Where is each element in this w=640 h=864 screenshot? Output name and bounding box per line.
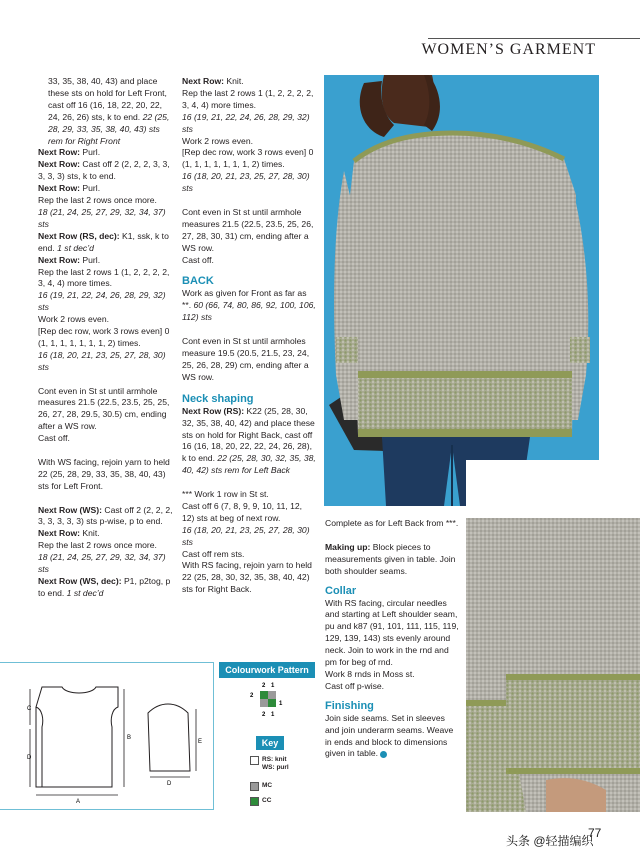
instruction-text: With WS facing, rejoin yarn to held 22 (25, 28, 29, 33, 35, 38, 40, 43) sts for Left Front.: [38, 456, 170, 491]
key-label: MC: [262, 782, 273, 789]
colourwork-pattern-title: Colourwork Pattern: [219, 662, 315, 678]
stitch-count: 18 (21, 24, 25, 27, 29, 32, 34, 37) sts: [38, 552, 166, 575]
stitch-count: 18 (21, 24, 25, 27, 29, 32, 34, 37) sts: [38, 206, 166, 229]
dimension-label-d: D: [27, 755, 32, 761]
chart-cell: [268, 691, 276, 699]
chart-cell: [260, 691, 268, 699]
chart-row-label: 1: [279, 701, 283, 707]
chart-cell: [260, 699, 268, 707]
instruction-text: Work as given for Front as far as **.: [182, 288, 307, 311]
row-label: Next Row (RS, dec):: [38, 230, 120, 241]
stitch-count: 1 st dec’d: [66, 587, 104, 598]
instruction-text: Complete as for Left Back from ***.: [325, 518, 459, 528]
row-label: Next Row:: [182, 76, 225, 86]
section-heading-neck-shaping: Neck shaping: [182, 392, 254, 405]
instruction-text: Cast off p-wise.: [325, 680, 385, 691]
chart-col-label: 1: [271, 683, 275, 689]
row-instruction: K1, ssk, k to end.: [38, 230, 169, 253]
white-swatch-icon: [250, 756, 259, 765]
stitch-count: 16 (18, 20, 21, 23, 25, 27, 28, 30) sts: [38, 349, 166, 372]
chart-col-label: 2: [262, 683, 266, 689]
pattern-column-3: [325, 518, 459, 818]
row-instruction: K22 (25, 28, 30, 32, 35, 38, 40, 42) and place these sts on hold for Right Back, cast off 16 (16, 18, 20, 22, 22, 24, 26, 28), k to end.: [182, 405, 315, 464]
row-instruction: Work 2 rows even.: [38, 314, 110, 325]
dimension-label-c: C: [27, 706, 32, 712]
row-label: Next Row:: [38, 528, 81, 539]
row-instruction: Rep the last 2 rows 1 (1, 2, 2, 2, 2, 3, 4, 4) more times.: [38, 266, 170, 289]
key-item-knit-purl: [250, 756, 289, 771]
row-label: Next Row:: [38, 159, 81, 170]
row-label: Next Row (RS):: [182, 405, 245, 416]
section-title: WOMEN’S GARMENT: [421, 41, 596, 58]
stitch-count: 16 (18, 20, 21, 23, 25, 27, 28, 30) sts: [182, 171, 310, 194]
row-label: Next Row (WS, dec):: [38, 576, 122, 587]
key-label: CC: [262, 797, 272, 804]
row-instruction: Work 2 rows even.: [182, 135, 254, 146]
row-label: Next Row:: [38, 254, 81, 265]
stitch-count: 1 st dec’d: [57, 242, 94, 253]
dimension-label-b: B: [127, 735, 132, 741]
stitch-count: 22 (25, 28, 30, 32, 35, 38, 40, 42) sts rem for Left Back: [182, 453, 316, 476]
row-instruction: Cast off 2 (2, 2, 2, 3, 3, 3, 3, 3) sts p-wise, p to end.: [38, 504, 173, 527]
instruction-text: Cast off rem sts.: [182, 548, 245, 559]
instruction-text: Cast off 6 (7, 8, 9, 9, 10, 11, 12, 12) sts at beg of next row.: [182, 500, 303, 523]
instruction-text: Block pieces to measurements given in table. Join both shoulder seams.: [325, 541, 456, 576]
instruction-text: Cont even in St st until armholes measure 19.5 (20.5, 21.5, 23, 24, 25, 26, 28, 29) cm, ending after a WS row.: [182, 336, 310, 382]
section-heading-collar: Collar: [325, 584, 357, 597]
key-item-mc: [250, 782, 272, 791]
instruction-text: Cast off.: [38, 433, 70, 444]
colourwork-chart: [248, 680, 298, 724]
section-heading-back: BACK: [182, 275, 214, 288]
end-marker-icon: [380, 751, 387, 758]
row-instruction: [Rep dec row, work 3 rows even] 0 (1, 1, 1, 1, 1, 1, 1, 2) times.: [38, 326, 170, 348]
header-rule: [421, 38, 640, 66]
row-instruction: Knit.: [226, 76, 244, 86]
row-instruction: Rep the last 2 rows once more.: [38, 540, 157, 551]
grey-swatch-icon: [250, 782, 259, 791]
instruction-text: Work 8 rnds in Moss st.: [325, 668, 415, 679]
row-instruction: P1, p2tog, p to end.: [38, 576, 171, 598]
key-title: Key: [256, 736, 284, 750]
row-label: Next Row:: [38, 147, 81, 158]
green-swatch-icon: [250, 797, 259, 806]
chart-col-label: 1: [271, 712, 275, 718]
row-instruction: Rep the last 2 rows once more.: [38, 195, 157, 206]
dimension-label-e: E: [198, 739, 203, 745]
instruction-text: Cast off.: [182, 254, 214, 265]
row-instruction: Purl.: [82, 183, 101, 194]
schematic-diagram: [0, 663, 214, 811]
pattern-column-2: [182, 76, 316, 658]
schematic-panel: [0, 662, 214, 810]
instruction-text: With RS facing, circular needles and starting at Left shoulder seam, pu and k87 (91, 101, 111, 115, 119, 129, 139, 143) sts evenly around neck. Join to work in the rnd and pm for beg of rnd.: [325, 597, 459, 668]
row-label: Making up:: [325, 541, 371, 552]
row-instruction: Rep the last 2 rows 1 (1, 2, 2, 2, 2, 3, 4, 4) more times.: [182, 87, 314, 110]
stitch-count: 16 (19, 21, 22, 24, 26, 28, 29, 32) sts: [182, 111, 310, 134]
stitch-count: 16 (19, 21, 22, 24, 26, 28, 29, 32) sts: [38, 290, 166, 313]
stitch-count: 22 (25, 28, 29, 33, 35, 38, 40, 43) sts rem for Right Front: [48, 111, 170, 146]
stitch-count: 60 (66, 74, 80, 86, 92, 100, 106, 112) sts: [182, 300, 316, 323]
row-instruction: Knit.: [82, 528, 100, 539]
pattern-column-1: [38, 76, 174, 658]
instruction-text: With RS facing, rejoin yarn to held 22 (25, 28, 30, 32, 35, 38, 40, 42) sts for Right Back.: [182, 560, 312, 595]
instruction-text: *** Work 1 row in St st.: [182, 489, 269, 500]
instruction-text: Cont even in St st until armhole measures 21.5 (22.5, 23.5, 25, 26, 27, 28, 30, 31) cm, ending after a WS row.: [182, 206, 314, 253]
chart-row-label: 2: [250, 693, 254, 699]
sweater-back-photo: [324, 75, 599, 506]
instruction-text: 33, 35, 38, 40, 43) and place these sts on hold for Left Front, cast off 16 (16, 18, 22, 20, 22, 24, 26, 26) sts, k to end.: [48, 76, 167, 122]
sleeve-detail-photo: [466, 460, 640, 812]
instruction-text: Join side seams. Set in sleeves and join underarm seams. Weave in ends and block to dimensions given in table.: [325, 712, 454, 759]
row-instruction: Purl.: [82, 254, 101, 265]
row-instruction: Purl.: [82, 147, 101, 158]
row-instruction: Cast off 2 (2, 2, 2, 3, 3, 3, 3, 3) sts, k to end.: [38, 159, 170, 182]
instruction-text: [38, 76, 174, 147]
chart-cell: [268, 699, 276, 707]
key-label: RS: knit WS: purl: [262, 756, 289, 771]
watermark: 头条 @轻描编织: [506, 834, 594, 848]
key-item-cc: [250, 797, 271, 806]
instruction-text: Cont even in St st until armhole measures 21.5 (22.5, 23.5, 25, 25, 26, 27, 28, 29.5, 30.5) cm, ending after a WS row.: [38, 385, 170, 432]
dimension-label-d-sleeve: D: [167, 781, 172, 787]
chart-col-label: 2: [262, 712, 266, 718]
section-heading-finishing: Finishing: [325, 699, 374, 712]
row-label: Next Row (WS):: [38, 504, 102, 515]
row-instruction: [Rep dec row, work 3 rows even] 0 (1, 1, 1, 1, 1, 1, 1, 2) times.: [182, 147, 314, 170]
row-label: Next Row:: [38, 183, 81, 194]
page-number: 77: [588, 826, 602, 840]
stitch-count: 16 (18, 20, 21, 23, 25, 27, 28, 30) sts: [182, 524, 310, 547]
dimension-label-a: A: [76, 799, 81, 805]
